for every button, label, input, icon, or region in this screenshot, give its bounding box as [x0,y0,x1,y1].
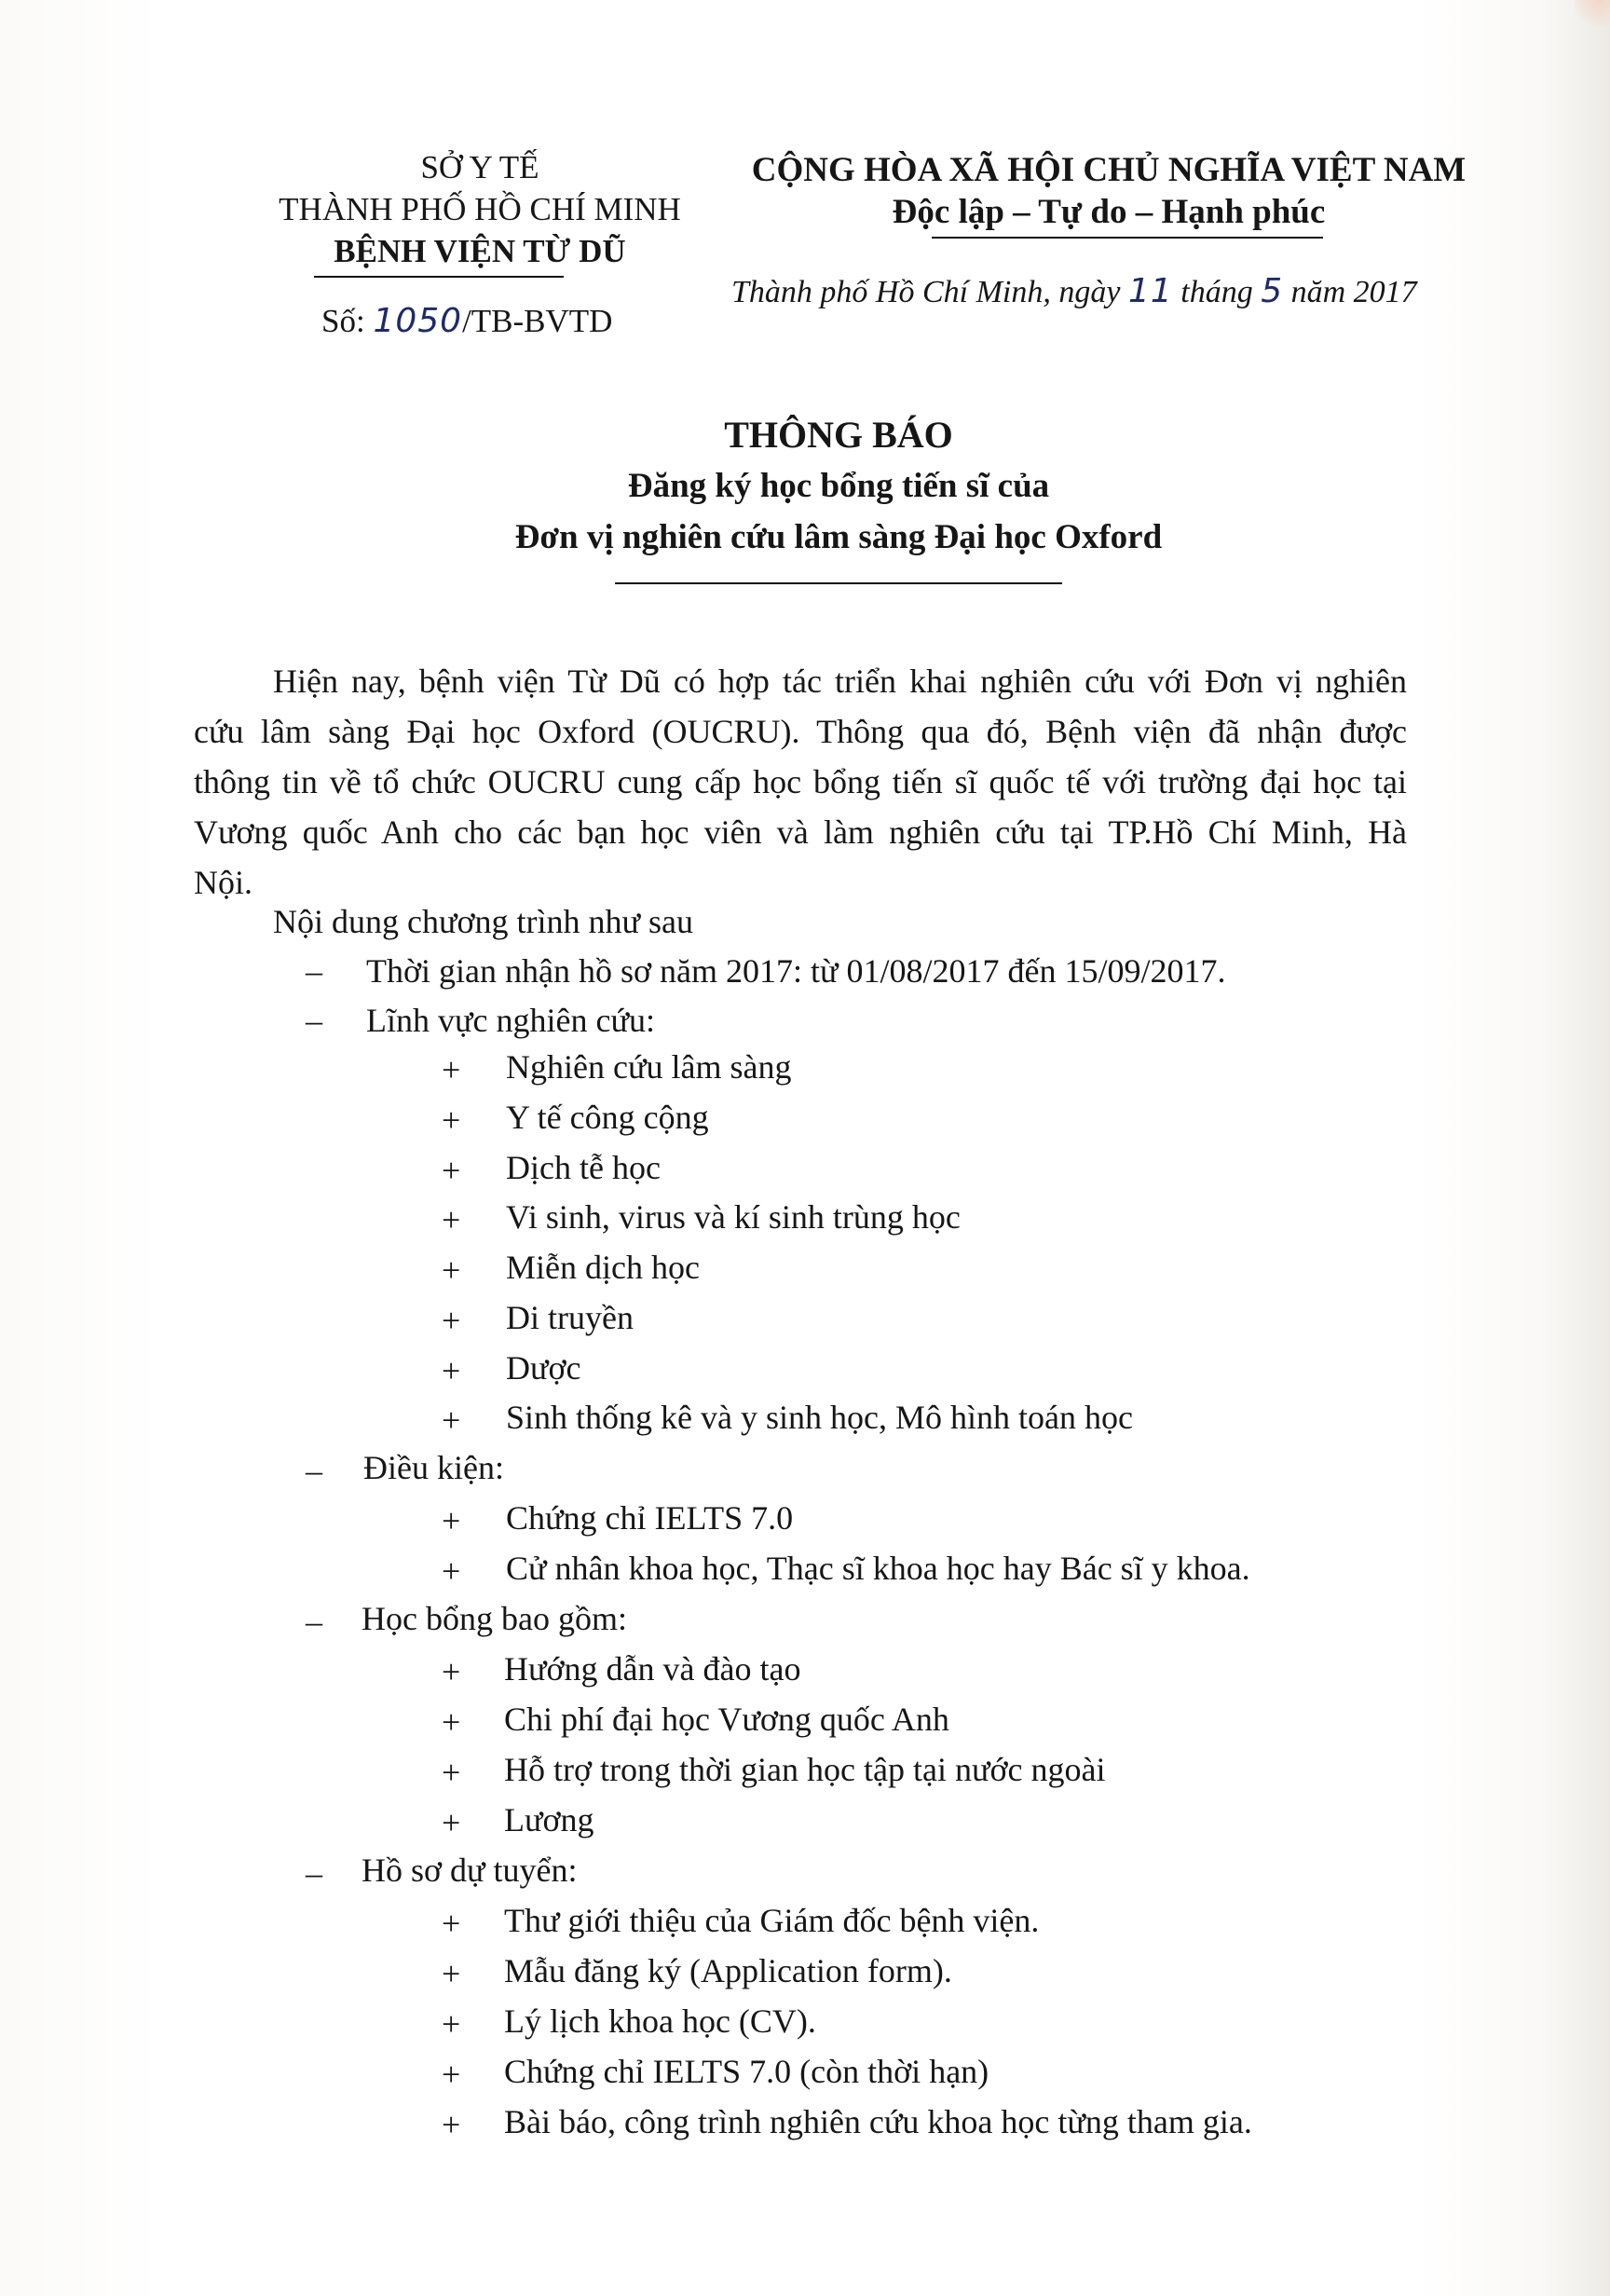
bullet-plus: + [442,2106,461,2143]
field-item: Di truyền [506,1299,634,1336]
nation-title: CỘNG HÒA XÃ HỘI CHỦ NGHĨA VIỆT NAM [751,151,1467,189]
scholarship-item: Chi phí đại học Vương quốc Anh [504,1701,949,1738]
scholarship-item: Hướng dẫn và đào tạo [504,1650,801,1688]
bullet-dash: – [306,1002,322,1039]
agency-line-1: SỞ Y TẾ [420,149,539,185]
motto-underline [932,237,1323,239]
bullet-plus: + [442,1152,461,1189]
intro-paragraph [273,656,1407,706]
intro-line-4: Vương quốc Anh cho các bạn học viên và làm nghiên cứu tại TP.Hồ Chí Minh, Hà [194,813,1407,851]
field-item: Sinh thống kê và y sinh học, Mô hình toán học [506,1399,1133,1436]
field-item: Y tế công cộng [506,1099,709,1136]
dossier-heading: Hồ sơ dự tuyển: [362,1852,578,1889]
bullet-plus: + [442,1703,461,1741]
bullet-plus: + [442,2056,461,2093]
bullet-plus: + [442,1804,461,1841]
intro-line-2: cứu lâm sàng Đại học Oxford (OUCRU). Thông qua đó, Bệnh viện đã nhận được [194,713,1407,750]
date-year: năm 2017 [1290,275,1417,309]
bullet-dash: – [306,952,322,990]
field-item: Dịch tễ học [506,1149,661,1186]
date-month-label: tháng [1180,275,1253,309]
paper-edge-shadow [1545,0,1610,2296]
number-suffix: /TB-BVTD [462,303,613,339]
dossier-item: Mẫu đăng ký (Application form). [504,1952,952,1989]
bullet-plus: + [442,1905,461,1942]
dossier-item: Chứng chỉ IELTS 7.0 (còn thời hạn) [504,2053,989,2090]
hospital-underline [314,276,564,278]
notice-subtitle-2: Đơn vị nghiên cứu lâm sàng Đại học Oxford [514,518,1163,556]
scholarship-item: Hỗ trợ trong thời gian học tập tại nước ngoài [504,1751,1106,1788]
dossier-item: Thư giới thiệu của Giám đốc bệnh viện. [504,1902,1040,1939]
handwritten-number: 1050 [373,302,463,340]
condition-item: Cử nhân khoa học, Thạc sĩ khoa học hay Bác sĩ y khoa. [506,1550,1250,1587]
title-underline [615,582,1062,584]
paper-stain [1575,0,1610,34]
dossier-item: Bài báo, công trình nghiên cứu khoa học từng tham gia. [504,2103,1252,2140]
bullet-plus: + [442,1051,461,1088]
bullet-dash: – [306,1452,322,1489]
intro-line-5: Nội. [194,864,252,901]
bullet-plus: + [442,1302,461,1339]
notice-title: THÔNG BÁO [724,414,953,456]
scholarship-item: Lương [504,1801,594,1838]
bullet-plus: + [442,2005,461,2043]
nation-motto: Độc lập – Tự do – Hạnh phúc [892,193,1326,231]
dossier-item: Lý lịch khoa học (CV). [504,2002,816,2040]
bullet-plus: + [442,1201,461,1238]
number-label: Số: [321,303,365,339]
hospital-name: BỆNH VIỆN TỪ DŨ [334,233,626,269]
bullet-plus: + [442,1251,461,1289]
bullet-plus: + [442,1955,461,1992]
handwritten-day: 11 [1127,272,1173,310]
intro-paragraph-cont [194,706,1407,908]
document-date [731,272,1417,312]
scholarship-heading: Học bổng bao gồm: [362,1600,627,1637]
program-heading: Nội dung chương trình như sau [273,903,694,940]
condition-item: Chứng chỉ IELTS 7.0 [506,1499,794,1537]
intro-line-1: Hiện nay, bệnh viện Từ Dũ có hợp tác triển khai nghiên cứu với Đơn vị nghiên [273,663,1407,700]
fields-heading: Lĩnh vực nghiên cứu: [366,1002,655,1039]
bullet-plus: + [442,1352,461,1389]
bullet-plus: + [442,1401,461,1439]
bullet-plus: + [442,1653,461,1690]
bullet-plus: + [442,1552,461,1590]
document-number [321,303,612,340]
agency-line-2: THÀNH PHỐ HỒ CHÍ MINH [279,191,681,227]
bullet-dash: – [306,1603,322,1640]
bullet-dash: – [306,1854,322,1892]
intro-line-3: thông tin về tổ chức OUCRU cung cấp học bổng tiến sĩ quốc tế với trường đại học tại [194,763,1407,800]
field-item: Vi sinh, virus và kí sinh trùng học [506,1198,961,1236]
bullet-plus: + [442,1502,461,1539]
date-prefix: Thành phố Hồ Chí Minh, ngày [731,275,1121,309]
field-item: Dược [506,1349,581,1387]
field-item: Nghiên cứu lâm sàng [506,1048,792,1086]
handwritten-month: 5 [1261,272,1284,310]
time-item: Thời gian nhận hồ sơ năm 2017: từ 01/08/2017 đến 15/09/2017. [366,952,1226,990]
notice-subtitle-1: Đăng ký học bổng tiến sĩ của [627,467,1050,505]
bullet-plus: + [442,1754,461,1791]
conditions-heading: Điều kiện: [363,1449,504,1486]
field-item: Miễn dịch học [506,1249,700,1286]
bullet-plus: + [442,1101,461,1139]
